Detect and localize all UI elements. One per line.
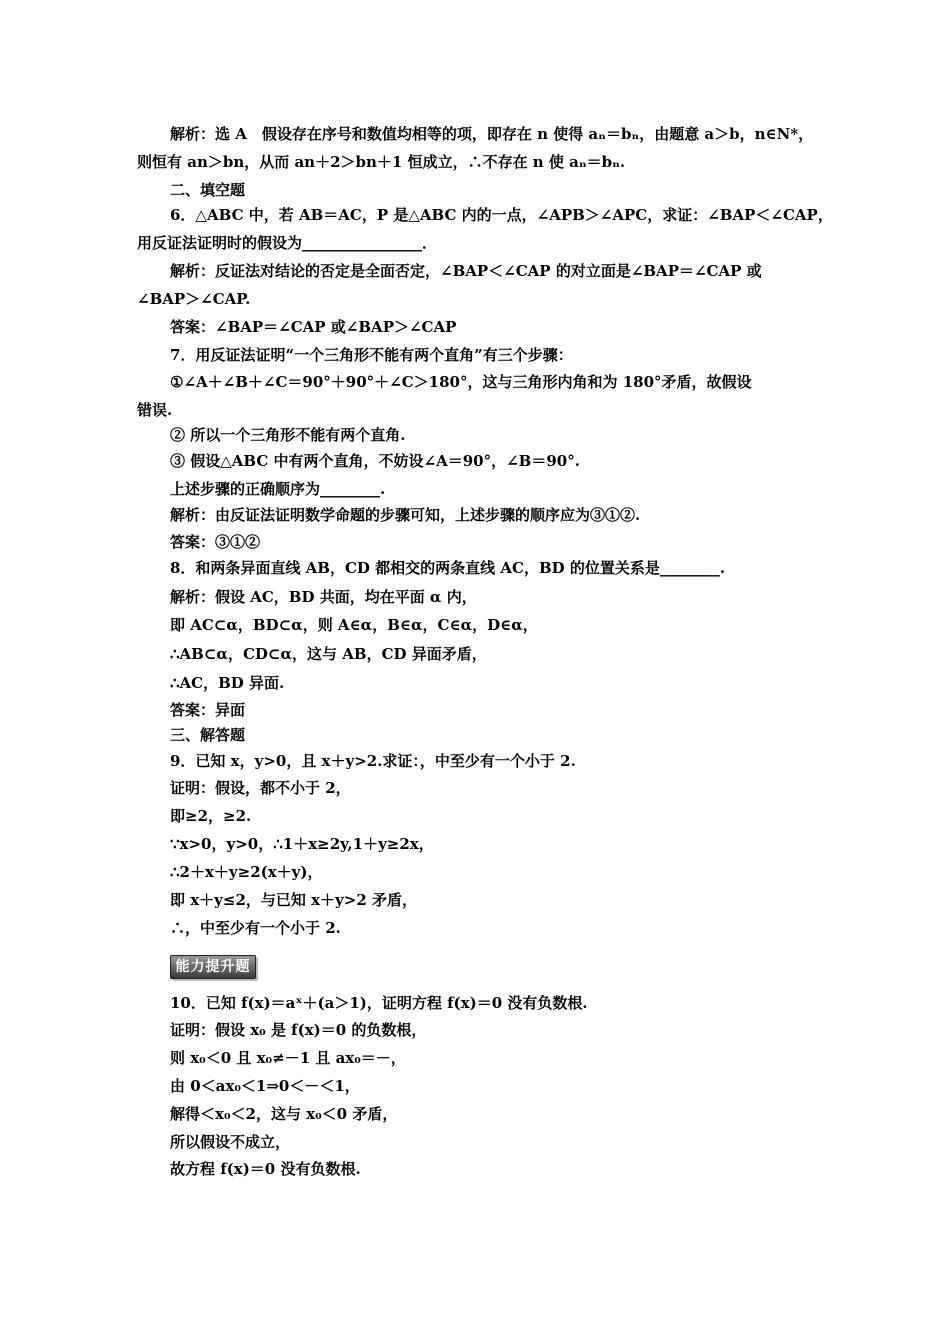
proof-10-l2: 则 x₀＜0 且 x₀≠－1 且 ax₀＝－， [170,1049,406,1067]
answer-8: 答案：异面 [170,701,246,719]
question-10: 10．已知 f(x)＝aˣ＋(a＞1)，证明方程 f(x)＝0 没有负数根. [170,994,588,1012]
analysis-7: 解析：由反证法证明数学命题的步骤可知，上述步骤的顺序应为③①②. [170,506,641,524]
proof-9-l4: ∴2＋x＋y≥2(x＋y)， [170,863,323,881]
step-1-cont: 错误. [137,401,173,419]
question-7: 7．用反证法证明“一个三角形不能有两个直角”有三个步骤： [170,346,573,364]
ability-badge: 能力提升题 [170,955,256,979]
question-6: 6．△ABC 中，若 AB＝AC，P 是△ABC 内的一点，∠APB＞∠APC，求证：∠BAP＜∠CAP， [170,206,833,224]
analysis-8-l3: ∴AB⊂α，CD⊂α，这与 AB，CD 异面矛盾， [170,645,487,663]
proof-10-l6: 故方程 f(x)＝0 没有负数根. [170,1160,361,1178]
analysis-8-l2: 即 AC⊂α，BD⊂α，则 A∈α，B∈α，C∈α，D∈α， [170,616,538,634]
analysis-8: 解析：假设 AC，BD 共面，均在平面 α 内， [170,588,477,606]
question-6-cont: 用反证法证明时的假设为________________． [137,234,438,252]
proof-10-l5: 所以假设不成立， [170,1133,291,1151]
analysis-6: 解析：反证法对结论的否定是全面否定，∠BAP＜∠CAP 的对立面是∠BAP＝∠CAP 或 [170,262,762,280]
analysis-8-l4: ∴AC，BD 异面. [170,674,285,692]
analysis-6-cont: ∠BAP＞∠CAP. [137,290,251,308]
step-3: ③ 假设△ABC 中有两个直角，不妨设∠A＝90°，∠B＝90°. [170,452,580,470]
proof-10-l4: 解得＜x₀＜2，这与 x₀＜0 矛盾， [170,1105,398,1123]
proof-10-l3: 由 0＜ax₀＜1⇒0＜－＜1， [170,1077,360,1095]
step-1: ①∠A＋∠B＋∠C＝90°＋90°＋∠C＞180°，这与三角形内角和为 180°矛盾，故假设 [170,373,752,391]
section-heading-fill: 二、填空题 [170,181,246,199]
proof-9-l1: 证明：假设，都不小于 2， [170,779,351,797]
answer-6: 答案：∠BAP＝∠CAP 或∠BAP＞∠CAP [170,318,457,336]
line-2: 则恒有 an＞bn，从而 an＋2＞bn＋1 恒成立，∴不存在 n 使 aₙ＝bₙ. [137,153,626,171]
question-9: 9．已知 x，y>0，且 x＋y>2.求证：，中至少有一个小于 2. [170,752,576,770]
proof-9-l6: ∴，中至少有一个小于 2. [170,919,341,937]
proof-9-l2: 即≥2，≥2. [170,807,252,825]
step-2: ② 所以一个三角形不能有两个直角. [170,426,406,444]
answer-7: 答案：③①② [170,533,261,551]
section-heading-solve: 三、解答题 [170,726,246,744]
proof-9-l3: ∵x>0，y>0，∴1＋x≥2y,1＋y≥2x， [170,835,434,853]
proof-9-l5: 即 x＋y≤2，与已知 x＋y>2 矛盾， [170,891,417,909]
question-7-blank: 上述步骤的正确顺序为________. [170,480,386,498]
question-8: 8．和两条异面直线 AB，CD 都相交的两条直线 AC，BD 的位置关系是________. [170,559,726,577]
line-1: 解析：选 A 假设存在序号和数值均相等的项，即存在 n 使得 aₙ＝bₙ，由题意 a＞b，n∈N*， [170,125,814,143]
proof-10-l1: 证明：假设 x₀ 是 f(x)＝0 的负数根， [170,1021,427,1039]
